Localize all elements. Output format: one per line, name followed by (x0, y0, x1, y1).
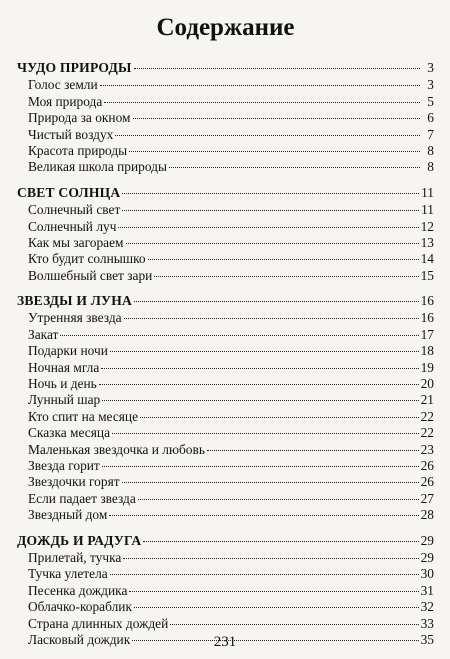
dot-leader (100, 85, 420, 86)
toc-entry-title: Маленькая звездочка и любовь (28, 441, 205, 457)
toc-entry-title: Как мы загораем (28, 234, 124, 250)
toc-entry-title: Звезда горит (28, 457, 100, 473)
toc-entry-title: Сказка месяца (28, 425, 111, 441)
dot-leader (148, 259, 419, 260)
page-title: Содержание (156, 14, 295, 41)
toc-entry-page: 8 (427, 159, 434, 175)
section-heading-title: ЗВЕЗДЫ И ЛУНА (17, 293, 132, 309)
toc-entry-page: 27 (420, 490, 434, 506)
dot-leader (112, 433, 419, 434)
toc-entry-title: Подарки ночи (28, 343, 108, 359)
dot-leader (138, 499, 419, 500)
toc-entry-title: Звездный дом (28, 507, 108, 523)
toc-entry-page: 5 (427, 93, 434, 109)
table-of-contents (17, 60, 434, 648)
toc-section (17, 293, 434, 523)
toc-entry-title: Песенка дождика (28, 582, 128, 598)
dot-leader (109, 515, 418, 516)
dot-leader (134, 607, 419, 608)
toc-entry-page: 20 (420, 376, 434, 392)
toc-entry-page: 18 (420, 343, 434, 359)
toc-entry-page: 26 (420, 474, 434, 490)
toc-entry (17, 360, 434, 376)
dot-leader (110, 351, 419, 352)
toc-entry (17, 425, 434, 441)
toc-entry-page: 22 (420, 425, 434, 441)
toc-entry-page: 3 (427, 77, 434, 93)
toc-entry (17, 268, 434, 284)
section-heading (17, 60, 434, 76)
dot-leader (102, 466, 419, 467)
dot-leader (122, 210, 419, 211)
toc-entry (17, 616, 434, 632)
toc-entry-page: 11 (421, 202, 434, 218)
toc-entry (17, 583, 434, 599)
toc-entry-page: 8 (427, 142, 434, 158)
toc-entry (17, 376, 434, 392)
section-heading-title: СВЕТ СОЛНЦА (17, 184, 121, 200)
dot-leader (129, 591, 418, 592)
section-heading-page: 3 (427, 60, 434, 75)
toc-entry (17, 550, 434, 566)
toc-section (17, 533, 434, 649)
toc-entry (17, 327, 434, 343)
section-heading-page: 29 (420, 532, 434, 548)
toc-entry (17, 343, 434, 359)
toc-entry-page: 31 (420, 582, 434, 598)
toc-entry-page: 28 (420, 507, 434, 523)
toc-entry-page: 26 (420, 457, 434, 473)
toc-entry-title: Голос земли (28, 77, 98, 93)
dot-leader (126, 243, 419, 244)
toc-entry-page: 35 (420, 631, 434, 647)
toc-entry-title: Прилетай, тучка (28, 549, 122, 565)
dot-leader (134, 68, 420, 69)
toc-section (17, 60, 434, 176)
toc-entry-page: 21 (420, 392, 434, 408)
dot-leader (134, 301, 419, 302)
section-heading-title: ДОЖДЬ И РАДУГА (17, 532, 142, 548)
dot-leader (170, 624, 418, 625)
toc-entry (17, 566, 434, 582)
toc-entry (17, 474, 434, 490)
section-heading (17, 185, 434, 201)
toc-entry-title: Облачко-кораблик (28, 599, 132, 615)
toc-entry (17, 159, 434, 175)
dot-leader (99, 384, 419, 385)
toc-entry (17, 110, 434, 126)
toc-entry-title: Солнечный луч (28, 218, 117, 234)
toc-entry-title: Закат (28, 326, 59, 342)
toc-entry-page: 19 (420, 359, 434, 375)
toc-entry (17, 310, 434, 326)
section-heading (17, 293, 434, 309)
toc-entry-page: 15 (420, 267, 434, 283)
toc-entry-page: 33 (420, 615, 434, 631)
toc-entry-title: Тучка улетела (28, 566, 108, 582)
dot-leader (133, 118, 420, 119)
toc-entry (17, 392, 434, 408)
toc-entry-title: Чистый воздух (28, 126, 114, 142)
dot-leader (122, 193, 419, 194)
toc-entry-title: Если падает звезда (28, 490, 136, 506)
toc-entry-title: Звездочки горят (28, 474, 120, 490)
dot-leader (115, 135, 420, 136)
toc-entry (17, 202, 434, 218)
toc-entry-title: Природа за окном (28, 110, 131, 126)
toc-entry (17, 143, 434, 159)
toc-entry (17, 458, 434, 474)
section-heading-title: ЧУДО ПРИРОДЫ (17, 60, 132, 75)
toc-entry (17, 94, 434, 110)
toc-entry-page: 32 (420, 599, 434, 615)
page-number: 231 (213, 634, 237, 650)
toc-entry (17, 77, 434, 93)
toc-entry-page: 22 (420, 408, 434, 424)
toc-entry (17, 599, 434, 615)
toc-entry-title: Страна длинных дождей (28, 615, 169, 631)
toc-entry-title: Ласковый дождик (28, 631, 131, 647)
toc-entry-page: 6 (427, 110, 434, 126)
dot-leader (122, 482, 419, 483)
toc-entry-page: 17 (420, 326, 434, 342)
dot-leader (110, 574, 419, 575)
toc-entry-page: 12 (420, 218, 434, 234)
toc-entry-title: Лунный шар (28, 392, 101, 408)
toc-entry (17, 219, 434, 235)
toc-entry-title: Великая школа природы (28, 159, 167, 175)
dot-leader (104, 102, 420, 103)
toc-entry-page: 29 (420, 549, 434, 565)
dot-leader (129, 151, 420, 152)
dot-leader (101, 368, 418, 369)
toc-entry-title: Кто будит солнышко (28, 251, 146, 267)
toc-entry-title: Солнечный свет (28, 202, 121, 218)
toc-entry-title: Кто спит на месяце (28, 408, 139, 424)
dot-leader (123, 558, 418, 559)
toc-entry-title: Красота природы (28, 142, 128, 158)
toc-entry (17, 442, 434, 458)
toc-entry (17, 491, 434, 507)
dot-leader (207, 450, 419, 451)
dot-leader (154, 276, 418, 277)
toc-entry-page: 16 (420, 310, 434, 326)
dot-leader (143, 541, 418, 542)
toc-entry-title: Ночь и день (28, 376, 97, 392)
dot-leader (60, 335, 418, 336)
dot-leader (124, 318, 419, 319)
toc-entry-title: Ночная мгла (28, 359, 100, 375)
toc-entry (17, 251, 434, 267)
dot-leader (169, 167, 420, 168)
toc-section (17, 185, 434, 284)
toc-entry-page: 14 (420, 251, 434, 267)
section-heading-page: 16 (420, 293, 434, 309)
toc-entry (17, 235, 434, 251)
dot-leader (102, 400, 418, 401)
toc-entry-page: 7 (427, 126, 434, 142)
toc-entry-title: Моя природа (28, 93, 103, 109)
toc-entry-page: 30 (420, 566, 434, 582)
toc-entry (17, 127, 434, 143)
dot-leader (140, 417, 419, 418)
toc-entry-title: Утренняя звезда (28, 310, 122, 326)
toc-entry (17, 409, 434, 425)
toc-entry-page: 13 (420, 234, 434, 250)
toc-entry-page: 23 (420, 441, 434, 457)
toc-entry (17, 507, 434, 523)
section-heading-page: 11 (421, 184, 434, 200)
section-heading (17, 533, 434, 549)
dot-leader (118, 227, 418, 228)
toc-entry-title: Волшебный свет зари (28, 267, 153, 283)
